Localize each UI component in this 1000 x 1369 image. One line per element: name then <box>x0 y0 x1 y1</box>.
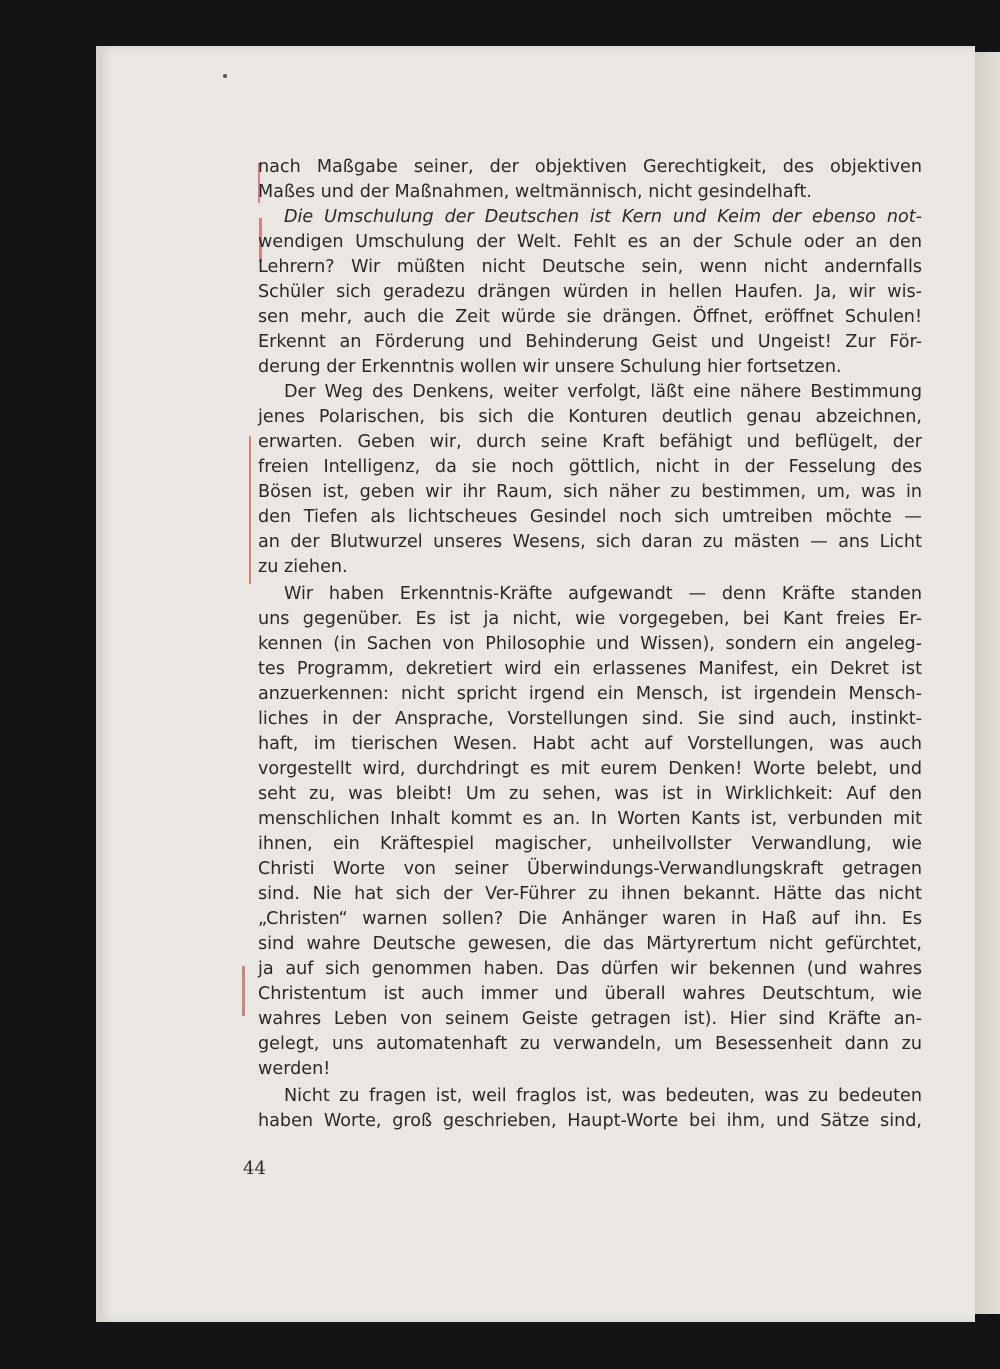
text-line: Schüler sich geradezu drängen würden in hellen Haufen. Ja, wir wis- <box>258 282 922 302</box>
text-line: jenes Polarischen, bis sich die Konturen deutlich genau abzeichnen, <box>258 407 922 427</box>
text-line: erwarten. Geben wir, durch seine Kraft befähigt und beflügelt, der <box>258 432 922 452</box>
text-line: gelegt, uns automatenhaft zu verwandeln, um Besessenheit dann zu <box>258 1034 922 1054</box>
text-line: Der Weg des Denkens, weiter verfolgt, läßt eine nähere Bestimmung <box>284 382 922 402</box>
text-line: sind wahre Deutsche gewesen, die das Märtyrertum nicht gefürchtet, <box>258 934 922 954</box>
text-line: haben Worte, groß geschrieben, Haupt-Worte bei ihm, und Sätze sind, <box>258 1111 922 1131</box>
text-line: menschlichen Inhalt kommt es an. In Worten Kants ist, verbunden mit <box>258 809 922 829</box>
text-line <box>258 205 922 230</box>
body-text <box>258 155 922 1134</box>
text-line: seht zu, was bleibt! Um zu sehen, was ist in Wirklichkeit: Auf den <box>258 784 922 804</box>
text-line: nach Maßgabe seiner, der objektiven Gerechtigkeit, des objektiven <box>258 157 922 177</box>
ink-dot <box>223 74 227 78</box>
text-line: derung der Erkenntnis wollen wir unsere Schulung hier fortsetzen. <box>258 357 842 377</box>
text-line: Wir haben Erkenntnis-Kräfte aufgewandt — denn Kräfte standen <box>284 584 922 604</box>
text-line: Lehrern? Wir müßten nicht Deutsche sein, wenn nicht andernfalls <box>258 257 922 277</box>
text-line: den Tiefen als lichtscheues Gesindel noch sich umtreiben möchte — <box>258 507 922 527</box>
text-line: werden! <box>258 1059 331 1079</box>
text-line: zu ziehen. <box>258 557 348 577</box>
text-line: tes Programm, dekretiert wird ein erlassenes Manifest, ein Dekret ist <box>258 659 922 679</box>
text-line: sind. Nie hat sich der Ver-Führer zu ihnen bekannt. Hätte das nicht <box>258 884 922 904</box>
text-line: kennen (in Sachen von Philosophie und Wissen), sondern ein angeleg- <box>258 634 922 654</box>
text-line: ja auf sich genommen haben. Das dürfen wir bekennen (und wahres <box>258 959 922 979</box>
text-line: Nicht zu fragen ist, weil fraglos ist, was bedeuten, was zu bedeuten <box>284 1086 922 1106</box>
text-line: Christi Worte von seiner Überwindungs-Verwandlungskraft getragen <box>258 859 922 879</box>
text-line: an der Blutwurzel unseres Wesens, sich daran zu mästen — ans Licht <box>258 532 922 552</box>
text-line: freien Intelligenz, da sie noch göttlich, nicht in der Fesselung des <box>258 457 922 477</box>
text-line: Christentum ist auch immer und überall wahres Deutschtum, wie <box>258 984 922 1004</box>
text-line: Erkennt an Förderung und Behinderung Geist und Ungeist! Zur För- <box>258 332 922 352</box>
margin-mark <box>242 966 245 1016</box>
text-line: anzuerkennen: nicht spricht irgend ein Mensch, ist irgendein Mensch- <box>258 684 922 704</box>
text-line: „Christen“ warnen sollen? Die Anhänger waren in Haß auf ihn. Es <box>258 909 922 929</box>
page-number: 44 <box>243 1158 266 1179</box>
text-line: liches in der Ansprache, Vorstellungen sind. Sie sind auch, instinkt- <box>258 709 922 729</box>
text-line: vorgestellt wird, durchdringt es mit eurem Denken! Worte belebt, und <box>258 759 922 779</box>
emphasis: Die Umschulung der Deutschen ist Kern und Keim der ebenso not- <box>284 207 922 227</box>
text-line: wahres Leben von seinem Geiste getragen ist). Hier sind Kräfte an- <box>258 1009 922 1029</box>
text-line: Maßes und der Maßnahmen, weltmännisch, nicht gesindelhaft. <box>258 182 812 202</box>
text-line: uns gegenüber. Es ist ja nicht, wie vorgegeben, bei Kant freies Er- <box>258 609 922 629</box>
text-line: ihnen, ein Kräftespiel magischer, unheilvollster Verwandlung, wie <box>258 834 922 854</box>
text-line: haft, im tierischen Wesen. Habt acht auf Vorstellungen, was auch <box>258 734 922 754</box>
text-line: sen mehr, auch die Zeit würde sie drängen. Öffnet, eröffnet Schulen! <box>258 307 922 327</box>
text-line: wendigen Umschulung der Welt. Fehlt es an der Schule oder an den <box>258 232 922 252</box>
margin-mark <box>249 436 251 584</box>
text-line: Bösen ist, geben wir ihr Raum, sich näher zu bestimmen, um, was in <box>258 482 922 502</box>
